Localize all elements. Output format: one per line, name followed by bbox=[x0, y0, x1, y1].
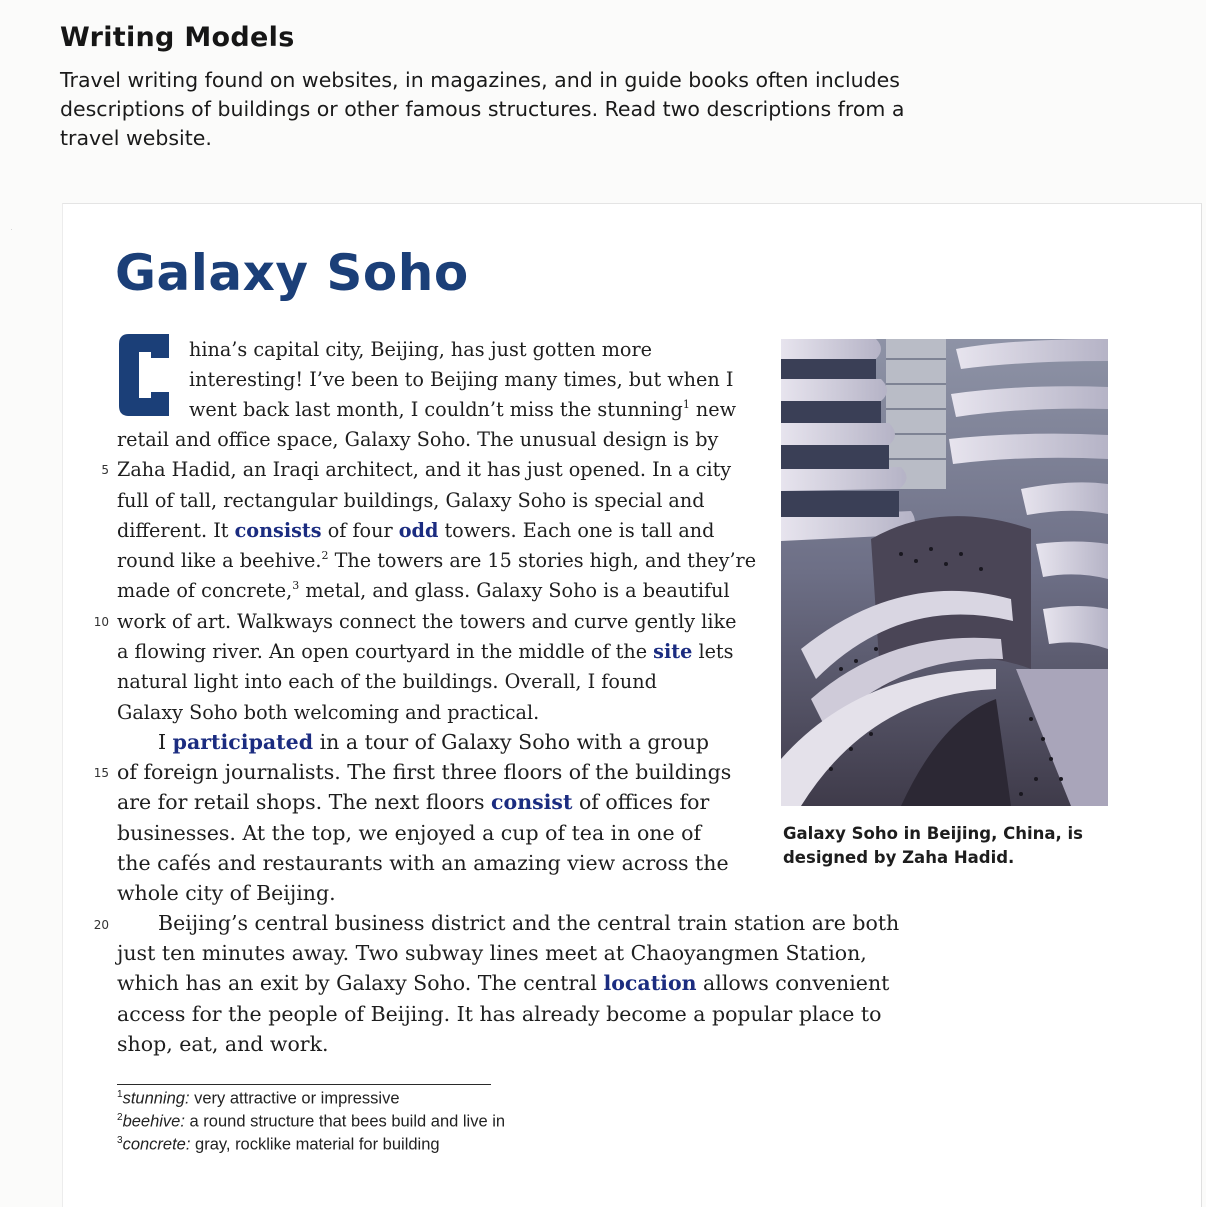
article-line: different. It consists of four odd towers. Each one is tall and bbox=[117, 519, 715, 542]
keyword: consist bbox=[491, 790, 573, 814]
drop-cap-letter: C bbox=[11, 230, 12, 231]
line-number: 5 bbox=[101, 463, 109, 477]
footnote: $^3$concrete: gray, rocklike material for building bbox=[117, 1135, 440, 1154]
line-number: 10 bbox=[93, 615, 109, 629]
article-line: Beijing’s central business district and the central train station are both bbox=[158, 911, 900, 935]
keyword: location bbox=[603, 971, 697, 995]
article-line: a flowing river. An open courtyard in the middle of the site lets bbox=[117, 640, 734, 663]
article-line: of foreign journalists. The first three floors of the buildings bbox=[117, 760, 732, 784]
footnote-ref: 1 bbox=[682, 398, 690, 411]
article-line: round like a beehive.$^2$ The towers are 15 stories high, and they’re bbox=[117, 549, 757, 572]
article-line: Zaha Hadid, an Iraqi architect, and it has just opened. In a city bbox=[117, 458, 732, 481]
article-line: just ten minutes away. Two subway lines meet at Chaoyangmen Station, bbox=[117, 941, 867, 965]
article-line: work of art. Walkways connect the towers and curve gently like bbox=[117, 610, 737, 633]
article-line: went back last month, I couldn’t miss the stunning$^1$ new bbox=[189, 398, 737, 421]
section-title: Writing Models bbox=[60, 22, 295, 53]
article-line: Galaxy Soho both welcoming and practical. bbox=[117, 701, 540, 724]
article-line: access for the people of Beijing. It has already become a popular place to bbox=[117, 1002, 882, 1026]
article-line: are for retail shops. The next floors consist of offices for bbox=[117, 790, 710, 814]
article-line: hina’s capital city, Beijing, has just gotten more bbox=[189, 338, 652, 361]
article-line: natural light into each of the buildings. Overall, I found bbox=[117, 670, 657, 693]
keyword: odd bbox=[398, 519, 439, 542]
galaxy-soho-photo bbox=[781, 339, 1108, 806]
keyword: site bbox=[653, 640, 693, 663]
section-intro: Travel writing found on websites, in magazines, and in guide books often includes descriptions of buildings or other famous structures. Read two descriptions from a travel website. bbox=[60, 68, 905, 150]
line-number: 15 bbox=[93, 766, 109, 780]
article-line: the cafés and restaurants with an amazing view across the bbox=[117, 851, 729, 875]
article-line: I participated in a tour of Galaxy Soho with a group bbox=[158, 730, 709, 754]
drop-cap bbox=[11, 230, 181, 420]
footnote-ref: 3 bbox=[292, 579, 300, 592]
article-line: whole city of Beijing. bbox=[117, 881, 336, 905]
keyword: consists bbox=[234, 519, 322, 542]
keyword: participated bbox=[172, 730, 314, 754]
footnote-divider bbox=[117, 1084, 491, 1085]
article-line: full of tall, rectangular buildings, Galaxy Soho is special and bbox=[117, 489, 705, 512]
footnote-ref: 2 bbox=[321, 549, 329, 562]
article-line: which has an exit by Galaxy Soho. The central location allows convenient bbox=[117, 971, 890, 995]
photo-caption: Galaxy Soho in Beijing, China, is designed by Zaha Hadid. bbox=[783, 824, 1083, 867]
footnote: $^2$beehive: a round structure that bees build and live in bbox=[117, 1112, 506, 1131]
footnote: $^1$stunning: very attractive or impressive bbox=[117, 1089, 400, 1108]
article-line: shop, eat, and work. bbox=[117, 1032, 329, 1056]
article-line: businesses. At the top, we enjoyed a cup of tea in one of bbox=[117, 821, 702, 845]
article-line: retail and office space, Galaxy Soho. The unusual design is by bbox=[117, 428, 719, 451]
article-line: interesting! I’ve been to Beijing many times, but when I bbox=[189, 368, 734, 391]
article-line: made of concrete,$^3$ metal, and glass. Galaxy Soho is a beautiful bbox=[117, 579, 730, 602]
article-card bbox=[11, 203, 1202, 1207]
article-title: Galaxy Soho bbox=[115, 244, 469, 302]
line-number: 20 bbox=[93, 918, 109, 932]
